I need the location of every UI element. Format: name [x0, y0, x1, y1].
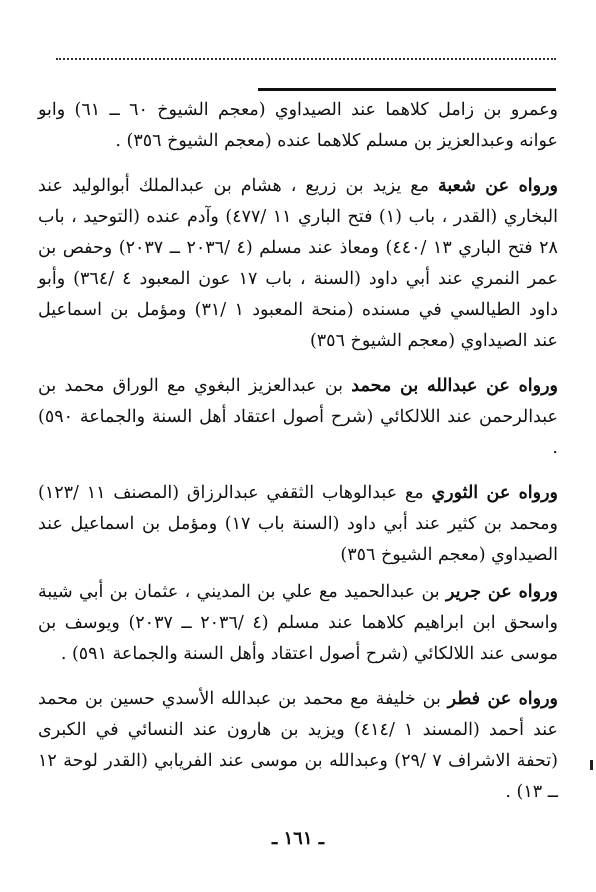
paragraph-5	[38, 577, 558, 670]
paragraph-4	[38, 478, 558, 571]
paragraph-lead: ورواه عن عبدالله بن محمد	[351, 376, 558, 396]
paragraph-6	[38, 684, 558, 808]
paragraph-text: وعمرو بن زامل كلاهما عند الصيداوي (معجم الشيوخ ٦٠ ــ ٦١) وابو عوانه وعبدالعزيز بن مسلم كلاهما عنده (معجم الشيوخ ٣٥٦) .	[38, 100, 558, 151]
paragraph-lead: ورواه عن الثوري	[431, 483, 558, 503]
header-rule	[258, 88, 556, 91]
paragraph-lead: ورواه عن شعبة	[437, 176, 558, 196]
paragraph-text: بن عبدالعزيز البغوي مع الوراق محمد بن عبدالرحمن عند اللالكائي (شرح أصول اعتقاد أهل السنة والجماعة ٥٩٠) .	[38, 376, 558, 458]
paragraph-text: مع عبدالوهاب الثقفي عبدالرزاق (المصنف ١١ /١٢٣) ومحمد بن كثير عند أبي داود (السنة باب ١٧) ومؤمل بن اسماعيل عند الصيداوي (معجم الشيوخ ٣٥٦)	[38, 483, 558, 565]
paragraph-text: بن خليفة مع محمد بن عبدالله الأسدي حسين بن محمد عند أحمد (المسند ١ /٤١٤) ويزيد بن هارون عند النسائي في الكبرى (تحفة الاشراف ٧ /٢٩) وعبدالله بن موسى عند الفريابي (القدر لوحة ١٢ ــ ١٣) .	[38, 689, 558, 802]
paragraph-1	[38, 95, 558, 157]
page-number: ـ ١٦١ ـ	[271, 828, 325, 849]
margin-mark	[590, 760, 593, 770]
paragraph-2	[38, 171, 558, 357]
page-body	[38, 95, 558, 822]
paragraph-lead: ورواه عن فطر	[447, 689, 558, 709]
paragraph-text: بن عبدالحميد مع علي بن المديني ، عثمان بن أبي شيبة واسحق ابن ابراهيم كلاهما عند مسلم (٤ /٢٠٣٦ ــ ٢٠٣٧) ويوسف بن موسى عند اللالكائي (شرح أصول اعتقاد وأهل السنة والجماعة ٥٩١) .	[38, 582, 558, 664]
paragraph-lead: ورواه عن جرير	[446, 582, 558, 602]
paragraph-text: مع يزيد بن زريع ، هشام بن عبدالملك أبوالوليد عند البخاري (القدر ، باب (١) فتح الباري ١١ /٤٧٧) وآدم عنده (التوحيد ، باب ٢٨ فتح الباري ١٣ /٤٤٠) ومعاذ عند مسلم (٤ /٢٠٣٦ ــ ٢٠٣٧) وحفص بن عمر النمري عند أبي داود (السنة ، باب ١٧ عون المعبود ٤ /٣٦٤) وأبو داود الطيالسي في مسنده (منحة المعبود ١ /٣١) ومؤمل بن اسماعيل عند الصيداوي (معجم الشيوخ ٣٥٦)	[38, 176, 558, 351]
dotted-header-line	[56, 58, 556, 60]
paragraph-3	[38, 371, 558, 464]
